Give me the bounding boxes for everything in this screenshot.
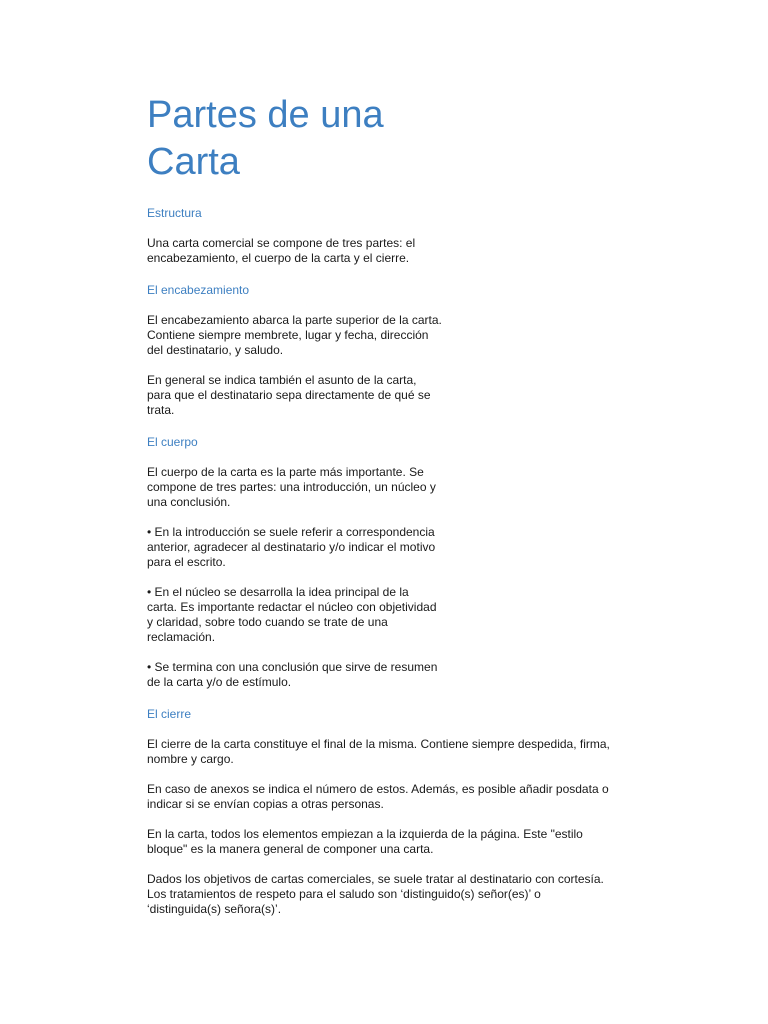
section-heading: El cuerpo <box>147 435 198 449</box>
bullet-paragraph: • En la introducción se suele referir a correspondencia anterior, agradecer al destinatario y/o indicar el motivo para el escrito. <box>147 525 436 569</box>
paragraph: En general se indica también el asunto de la carta, para que el destinatario sepa directamente de qué se trata. <box>147 373 431 417</box>
paragraph: Una carta comercial se compone de tres partes: el encabezamiento, el cuerpo de la carta y el cierre. <box>147 236 416 265</box>
bullet-paragraph: • Se termina con una conclusión que sirve de resumen de la carta y/o de estímulo. <box>147 660 438 689</box>
bullet-paragraph: • En el núcleo se desarrolla la idea principal de la carta. Es importante redactar el núcleo con objetividad y claridad, sobre todo cuando se trate de una reclamación. <box>147 585 437 644</box>
section-estructura <box>147 206 647 266</box>
paragraph: El cierre de la carta constituye el final de la misma. Contiene siempre despedida, firma, nombre y cargo. <box>147 737 610 766</box>
paragraph: El cuerpo de la carta es la parte más importante. Se compone de tres partes: una introducción, un núcleo y una conclusión. <box>147 465 436 509</box>
page-title: Partes de una Carta <box>147 94 384 183</box>
paragraph: En caso de anexos se indica el número de estos. Además, es posible añadir posdata o indicar si se envían copias a otras personas. <box>147 782 609 811</box>
paragraph: En la carta, todos los elementos empiezan a la izquierda de la página. Este "estilo bloque" es la manera general de componer una carta. <box>147 827 583 856</box>
section-cuerpo <box>147 435 647 690</box>
section-heading: Estructura <box>147 206 202 220</box>
section-heading: El encabezamiento <box>147 283 250 297</box>
paragraph: El encabezamiento abarca la parte superior de la carta. Contiene siempre membrete, lugar y fecha, dirección del destinatario, y saludo. <box>147 313 442 357</box>
document-content <box>147 92 647 932</box>
paragraph: Dados los objetivos de cartas comerciales, se suele tratar al destinatario con cortesía. Los tratamientos de respeto para el saludo son ‘distinguido(s) señor(es)’ o ‘distinguida(s) señora(s)’. <box>147 872 604 916</box>
section-heading: El cierre <box>147 707 192 721</box>
section-cierre <box>147 707 647 917</box>
section-encabezamiento <box>147 283 647 418</box>
